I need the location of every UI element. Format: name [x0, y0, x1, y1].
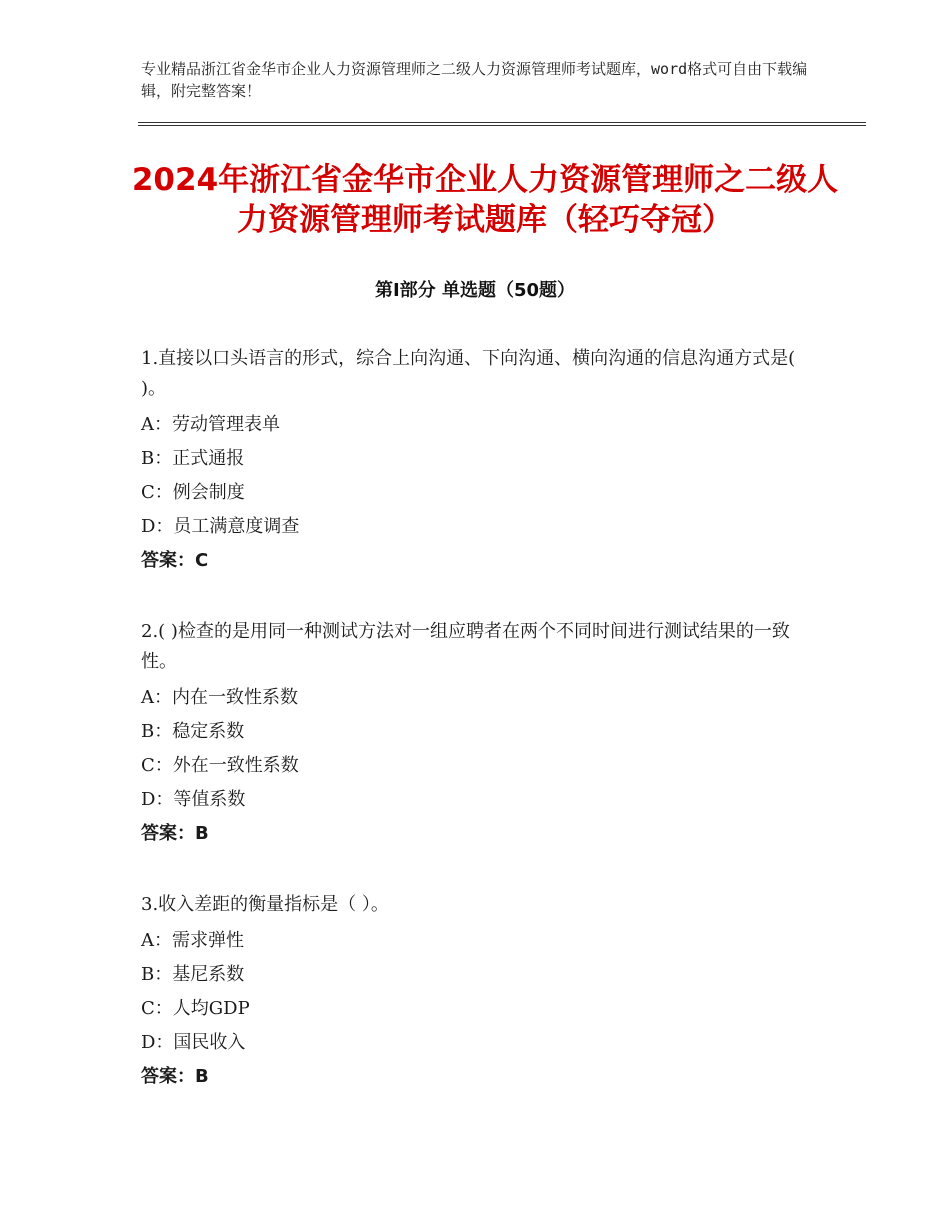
question-stem: 1.直接以口头语言的形式，综合上向沟通、下向沟通、横向沟通的信息沟通方式是( )。: [141, 348, 796, 399]
answer-line: 答案：C: [141, 550, 209, 571]
header-rule-bottom: [138, 125, 866, 126]
option-b: B：稳定系数: [141, 721, 245, 742]
option-d: D：等值系数: [141, 789, 246, 810]
header-note: 专业精品浙江省金华市企业人力资源管理师之二级人力资源管理师考试题库，word格式可自由下载编辑，附完整答案！: [141, 60, 808, 100]
question-2: [141, 617, 821, 851]
option-a: A：劳动管理表单: [141, 414, 280, 435]
option-c: C：例会制度: [141, 482, 245, 503]
option-b: B：基尼系数: [141, 964, 245, 985]
section-heading: 第Ⅰ部分 单选题（50题）: [374, 280, 575, 301]
question-3: [141, 890, 821, 1094]
option-d: D：员工满意度调查: [141, 516, 300, 537]
option-c: C：人均GDP: [141, 998, 250, 1019]
header-rule-top: [138, 122, 866, 123]
option-a: A：内在一致性系数: [141, 687, 298, 708]
answer-line: 答案：B: [141, 1066, 209, 1087]
option-a: A：需求弹性: [141, 930, 244, 951]
question-stem: 2.( )检查的是用同一种测试方法对一组应聘者在两个不同时间进行测试结果的一致性。: [141, 621, 790, 672]
option-d: D：国民收入: [141, 1032, 246, 1053]
option-b: B：正式通报: [141, 448, 245, 469]
question-1: [141, 344, 821, 578]
option-c: C：外在一致性系数: [141, 755, 299, 776]
answer-line: 答案：B: [141, 823, 209, 844]
question-stem: 3.收入差距的衡量指标是（ ）。: [141, 894, 389, 915]
document-title: 2024年浙江省金华市企业人力资源管理师之二级人力资源管理师考试题库（轻巧夺冠）: [131, 162, 839, 238]
